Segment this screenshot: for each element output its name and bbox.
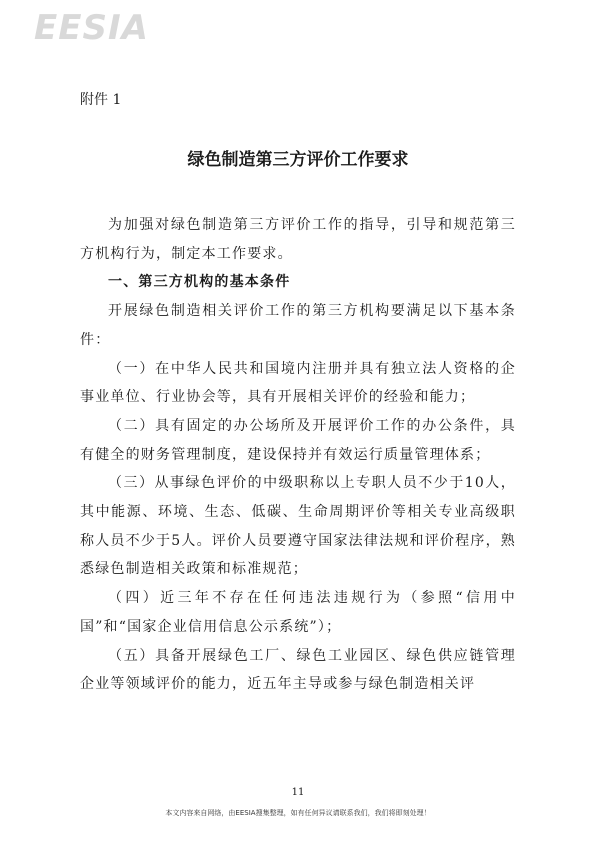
- footer-disclaimer: 本文内容来自网络，由EESIA搜集整理，如有任何异议请联系我们，我们将即刻处理！: [165, 809, 431, 817]
- document-body: [80, 211, 516, 699]
- intro-paragraph: 为加强对绿色制造第三方评价工作的指导，引导和规范第三方机构行为，制定本工作要求。: [80, 217, 516, 262]
- attachment-label: 附件 1: [80, 92, 122, 108]
- condition-item-3: （三）从事绿色评价的中级职称以上专职人员不少于10人，其中能源、环境、生态、低碳、生命周期评价等相关专业高级职称人员不少于5人。评价人员要遵守国家法律法规和评价程序，熟悉绿色制造相关政策和标准规范；: [80, 475, 516, 578]
- condition-item-1: （一）在中华人民共和国境内注册并具有独立法人资格的企事业单位、行业协会等，具有开展相关评价的经验和能力；: [80, 360, 516, 406]
- condition-item-4: （四）近三年不存在任何违法违规行为（参照“信用中国”和“国家企业信用信息公示系统”）；: [80, 590, 516, 635]
- section-heading: 一、第三方机构的基本条件: [108, 274, 291, 291]
- conditions-intro-paragraph: 开展绿色制造相关评价工作的第三方机构要满足以下基本条件：: [80, 303, 516, 348]
- eesia-watermark-logo: EESIA: [34, 8, 149, 48]
- condition-item-2: （二）具有固定的办公场所及开展评价工作的办公条件，具有健全的财务管理制度，建设保持并有效运行质量管理体系；: [80, 417, 516, 463]
- page-number: 11: [291, 787, 305, 798]
- document-title: 绿色制造第三方评价工作要求: [187, 150, 409, 170]
- condition-item-5: （五）具备开展绿色工厂、绿色工业园区、绿色供应链管理企业等领域评价的能力，近五年主导或参与绿色制造相关评: [80, 647, 516, 693]
